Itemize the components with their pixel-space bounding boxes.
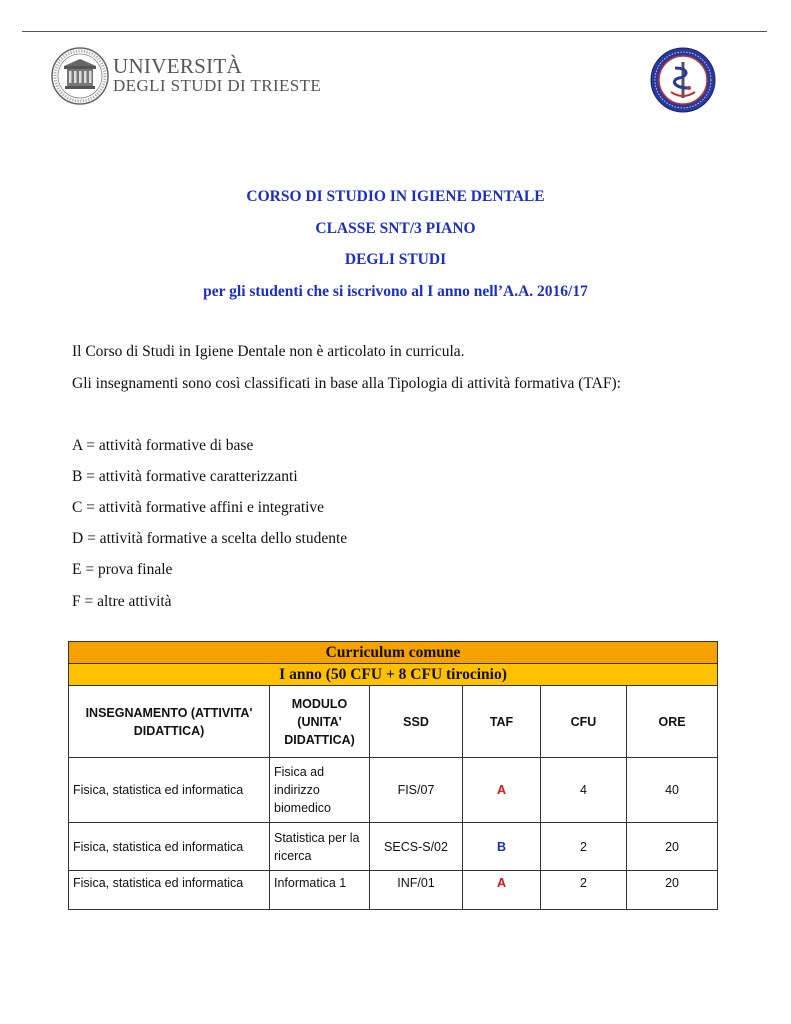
column-header-modulo: MODULO (UNITA' DIDATTICA)	[270, 686, 370, 758]
cell-ore: 20	[627, 871, 718, 910]
column-header-ore: ORE	[627, 686, 718, 758]
cell-insegnamento: Fisica, statistica ed informatica	[69, 758, 270, 823]
taf-item-d: D = attività formative a scelta dello studente	[72, 530, 348, 547]
column-header-taf: TAF	[463, 686, 541, 758]
cell-taf: B	[463, 823, 541, 871]
enrollment-year-title: per gli studenti che si iscrivono al I anno nell’A.A. 2016/17	[203, 283, 588, 300]
cell-modulo: Statistica per la ricerca	[270, 823, 370, 871]
cell-modulo: Informatica 1	[270, 871, 370, 910]
taf-item-b: B = attività formative caratterizzanti	[72, 468, 298, 485]
table-row	[69, 871, 718, 910]
cell-modulo: Fisica ad indirizzo biomedico	[270, 758, 370, 823]
cell-cfu: 2	[541, 871, 627, 910]
cell-ssd: FIS/07	[370, 758, 463, 823]
year-band: I anno (50 CFU + 8 CFU tirocinio)	[69, 664, 718, 686]
cell-insegnamento: Fisica, statistica ed informatica	[69, 823, 270, 871]
cell-taf: A	[463, 758, 541, 823]
cell-cfu: 2	[541, 823, 627, 871]
cell-ssd: INF/01	[370, 871, 463, 910]
curriculum-table	[68, 641, 718, 910]
cell-cfu: 4	[541, 758, 627, 823]
university-seal-logo	[50, 46, 110, 106]
wordmark-line2: DEGLI STUDI DI TRIESTE	[113, 76, 322, 95]
top-rule	[22, 31, 767, 32]
university-wordmark	[113, 56, 321, 96]
class-title: CLASSE SNT/3 PIANO	[315, 220, 476, 237]
intro-paragraph-2: Gli insegnamenti sono così classificati in base alla Tipologia di attività formativa (TAF):	[72, 375, 621, 392]
cell-ore: 20	[627, 823, 718, 871]
column-header-cfu: CFU	[541, 686, 627, 758]
taf-item-e: E = prova finale	[72, 561, 173, 578]
cell-taf: A	[463, 871, 541, 910]
wordmark-line1: UNIVERSITÀ	[113, 54, 242, 78]
course-emblem-logo	[649, 46, 717, 114]
column-header-insegnamento: INSEGNAMENTO (ATTIVITA' DIDATTICA)	[69, 686, 270, 758]
taf-item-c: C = attività formative affini e integrative	[72, 499, 325, 516]
column-header-ssd: SSD	[370, 686, 463, 758]
cell-insegnamento: Fisica, statistica ed informatica	[69, 871, 270, 910]
plan-title: DEGLI STUDI	[344, 251, 447, 268]
taf-item-a: A = attività formative di base	[72, 437, 254, 454]
curriculum-band: Curriculum comune	[69, 642, 718, 664]
cell-ore: 40	[627, 758, 718, 823]
table-row	[69, 758, 718, 823]
cell-ssd: SECS-S/02	[370, 823, 463, 871]
table-row	[69, 823, 718, 871]
taf-item-f: F = altre attività	[72, 593, 172, 610]
intro-paragraph-1: Il Corso di Studi in Igiene Dentale non è articolato in curricula.	[72, 343, 465, 360]
course-title: CORSO DI STUDIO IN IGIENE DENTALE	[246, 188, 545, 205]
